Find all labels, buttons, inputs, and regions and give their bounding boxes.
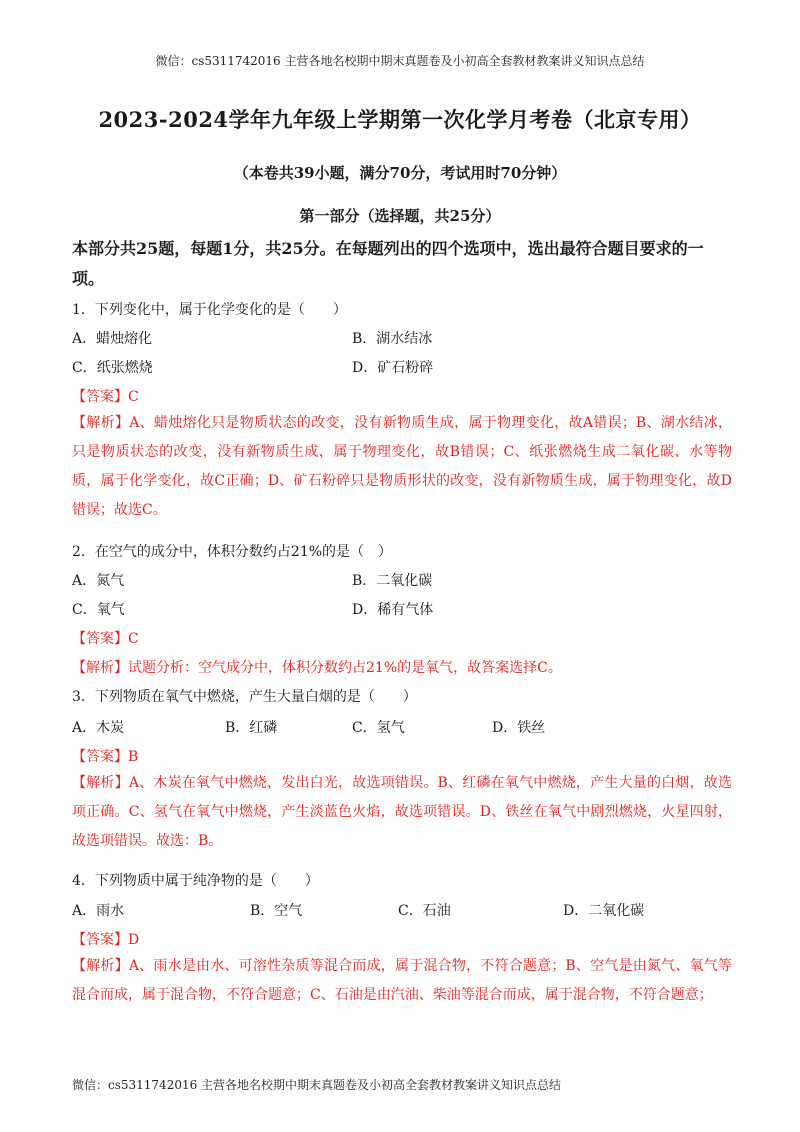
section-title: 第一部分（选择题，共25分） bbox=[299, 207, 501, 225]
page-footer: 微信：cs5311742016 主营各地名校期中期末真题卷及小初高全套教材教案讲义知识点总结 bbox=[72, 1078, 562, 1092]
question-2-option-a: A．氮气 bbox=[72, 573, 125, 589]
question-1-option-b: B．湖水结冰 bbox=[352, 331, 433, 347]
question-3-option-d: D．铁丝 bbox=[492, 720, 546, 736]
question-4-option-a: A．雨水 bbox=[72, 903, 125, 919]
question-4-option-d: D．二氧化碳 bbox=[563, 903, 645, 919]
question-4-answer: 【答案】D bbox=[72, 932, 140, 948]
exam-subtitle: （本卷共39小题，满分70分，考试用时70分钟） bbox=[233, 164, 567, 182]
question-2-stem: 2．在空气的成分中，体积分数约占21%的是（ ） bbox=[72, 544, 393, 560]
question-1-answer: 【答案】C bbox=[72, 389, 139, 405]
question-3-option-b: B．红磷 bbox=[225, 720, 278, 736]
exam-title: 2023-2024学年九年级上学期第一次化学月考卷（北京专用） bbox=[98, 107, 702, 132]
question-3-option-c: C．氢气 bbox=[352, 720, 405, 736]
question-2-analysis: 【解析】试题分析：空气成分中，体积分数约占21%的是氧气，故答案选择C。 bbox=[72, 660, 562, 676]
question-4-option-c: C．石油 bbox=[398, 903, 451, 919]
question-3-analysis: 【解析】A、木炭在氧气中燃烧，发出白光，故选项错误。B、红磷在氧气中燃烧，产生大量的白烟，故选项正确。C、氢气在氧气中燃烧，产生淡蓝色火焰，故选项错误。D、铁丝在氧气中剧烈燃烧，火星四射，故选项错误。故选：B。 bbox=[72, 775, 732, 849]
question-1-option-c: C．纸张燃烧 bbox=[72, 360, 153, 376]
question-3-option-a: A．木炭 bbox=[72, 720, 125, 736]
question-1-analysis: 【解析】A、蜡烛熔化只是物质状态的改变，没有新物质生成，属于物理变化，故A错误；B、湖水结冰，只是物质状态的改变，没有新物质生成，属于物理变化，故B错误；C、纸张燃烧生成二氧化碳、水等物质，属于化学变化，故C正确；D、矿石粉碎只是物质形状的改变，没有新物质生成，属于物理变化，故D错误；故选C。 bbox=[72, 415, 732, 518]
question-3-stem: 3．下列物质在氧气中燃烧，产生大量白烟的是（ ） bbox=[72, 689, 417, 705]
page-header: 微信：cs5311742016 主营各地名校期中期末真题卷及小初高全套教材教案讲义知识点总结 bbox=[155, 54, 645, 68]
question-2-option-c: C．氧气 bbox=[72, 602, 125, 618]
question-1-option-d: D．矿石粉碎 bbox=[352, 360, 434, 376]
question-4-option-b: B．空气 bbox=[250, 903, 303, 919]
question-3-answer: 【答案】B bbox=[72, 749, 139, 765]
question-4-stem: 4．下列物质中属于纯净物的是（ ） bbox=[72, 873, 319, 889]
question-2-option-b: B．二氧化碳 bbox=[352, 573, 433, 589]
question-2-answer: 【答案】C bbox=[72, 631, 139, 647]
question-1-option-a: A．蜡烛熔化 bbox=[72, 331, 153, 347]
question-4-analysis: 【解析】A、雨水是由水、可溶性杂质等混合而成，属于混合物，不符合题意；B、空气是由氮气、氧气等混合而成，属于混合物，不符合题意；C、石油是由汽油、柴油等混合而成，属于混合物，不符合题意； bbox=[72, 958, 732, 1003]
question-1-stem: 1．下列变化中，属于化学变化的是（ ） bbox=[72, 302, 347, 318]
section-instructions: 本部分共25题，每题1分，共25分。在每题列出的四个选项中，选出最符合题目要求的一项。 bbox=[72, 239, 704, 288]
question-2-option-d: D．稀有气体 bbox=[352, 602, 434, 618]
